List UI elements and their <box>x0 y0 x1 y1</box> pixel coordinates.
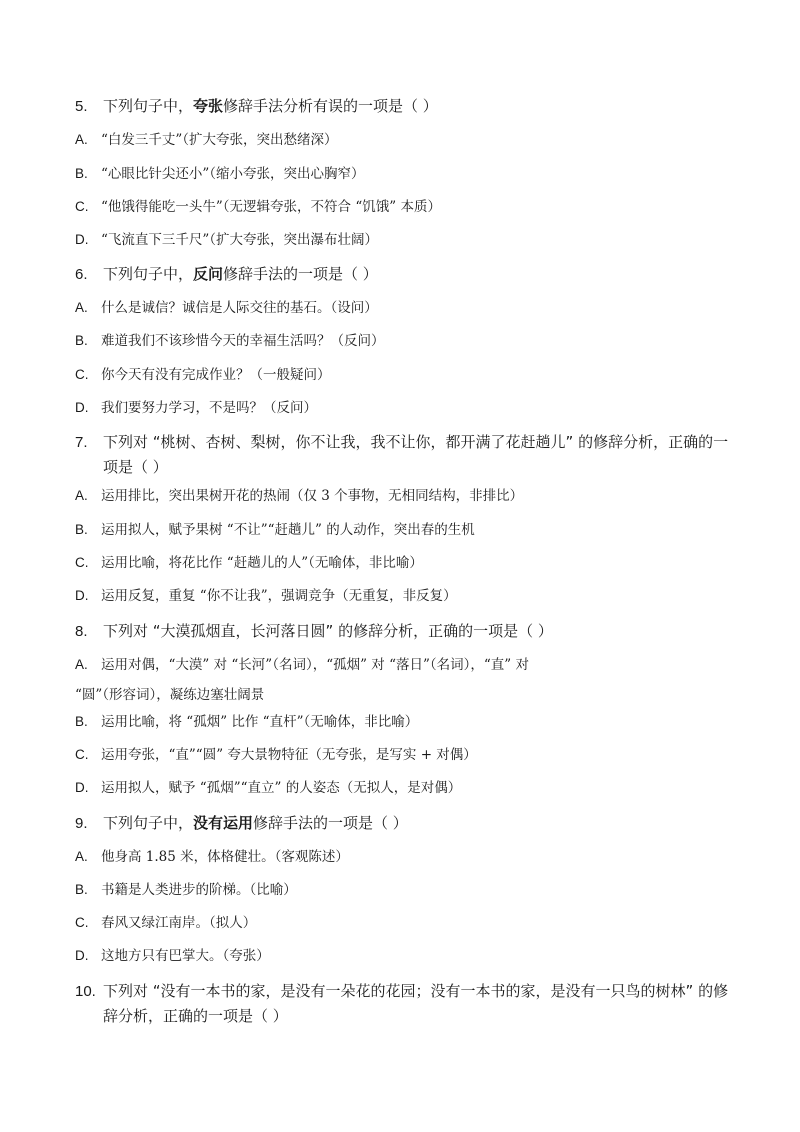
option-text: “白发三千丈”（扩大夸张，突出愁绪深） <box>101 132 338 148</box>
option-text: “他饿得能吃一头牛”（无逻辑夸张，不符合 “饥饿” 本质） <box>101 199 441 215</box>
option-letter: A. <box>75 488 88 503</box>
stem-text: 下列对 “桃树、杏树、梨树，你不让我，我不让你，都开满了花赶趟儿” 的修辞分析，正确的一 <box>103 433 729 451</box>
question-7-option-b <box>75 520 715 540</box>
option-text: 你今天有没有完成作业？（一般疑问） <box>101 367 331 383</box>
question-number: 5. <box>75 98 88 115</box>
question-9-option-d <box>75 946 715 966</box>
option-letter: A. <box>75 132 88 147</box>
stem-text: 下列句子中， <box>103 814 194 832</box>
question-5-option-c <box>75 197 715 217</box>
option-text: 运用对偶，“大漠” 对 “长河”（名词），“孤烟” 对 “落日”（名词），“直” 对 <box>101 657 529 673</box>
question-6-option-a <box>75 298 715 318</box>
option-text: 运用比喻，将 “孤烟” 比作 “直杆”（无喻体，非比喻） <box>101 714 419 730</box>
option-text: 我们要努力学习，不是吗？（反问） <box>101 400 317 416</box>
option-letter: B. <box>75 166 88 181</box>
option-letter: C. <box>75 747 89 762</box>
question-5-option-b <box>75 164 715 184</box>
question-6-option-c <box>75 365 715 385</box>
question-number: 7. <box>75 434 88 451</box>
stem-text: 下列对 “没有一本书的家，是没有一朵花的花园；没有一本书的家，是没有一只鸟的树林” 的修 <box>103 982 729 1000</box>
question-9-option-b <box>75 880 715 900</box>
option-letter: A. <box>75 657 88 672</box>
option-letter: A. <box>75 849 88 864</box>
question-8-option-b <box>75 712 715 732</box>
option-text: 难道我们不该珍惜今天的幸福生活吗？（反问） <box>101 333 385 349</box>
stem-text: 修辞手法的一项是（ ） <box>223 265 378 283</box>
stem-keyword: 夸张 <box>193 97 224 115</box>
option-text: 运用反复，重复 “你不让我”，强调竞争（无重复，非反复） <box>101 588 457 604</box>
question-7-stem <box>75 430 735 479</box>
question-6-option-b <box>75 331 715 351</box>
option-text: 什么是诚信？诚信是人际交往的基石。（设问） <box>101 300 378 316</box>
option-letter: C. <box>75 555 89 570</box>
option-letter: D. <box>75 948 89 963</box>
question-8-option-d <box>75 778 715 798</box>
question-9-option-c <box>75 913 715 933</box>
question-5-option-d <box>75 230 715 250</box>
question-7-option-d <box>75 586 715 606</box>
option-letter: D. <box>75 232 89 247</box>
question-8-option-a <box>75 655 715 705</box>
option-letter: C. <box>75 367 89 382</box>
option-text: 这地方只有巴掌大。（夸张） <box>101 948 270 964</box>
stem-text: 下列句子中， <box>103 97 194 115</box>
option-text: 春风又绿江南岸。（拟人） <box>101 915 257 931</box>
option-text: 运用比喻，将花比作 “赶趟儿的人”（无喻体，非比喻） <box>101 555 423 571</box>
option-text: 运用拟人，赋予 “孤烟”“直立” 的人姿态（无拟人，是对偶） <box>101 780 462 796</box>
question-8-option-c <box>75 745 715 765</box>
stem-text: 下列句子中， <box>103 265 194 283</box>
option-text: “飞流直下三千尺”（扩大夸张，突出瀑布壮阔） <box>101 232 379 248</box>
question-number: 8. <box>75 623 88 640</box>
question-9-stem <box>75 811 735 836</box>
question-7-option-a <box>75 486 715 506</box>
question-8-stem <box>75 619 735 644</box>
stem-text-continued: 项是（ ） <box>103 458 168 476</box>
question-9-option-a <box>75 847 715 867</box>
stem-keyword: 反问 <box>193 265 224 283</box>
stem-text-continued: 辞分析，正确的一项是（ ） <box>103 1007 288 1025</box>
option-letter: B. <box>75 882 88 897</box>
option-letter: B. <box>75 714 88 729</box>
option-letter: D. <box>75 780 89 795</box>
option-text: “心眼比针尖还小”（缩小夸张，突出心胸窄） <box>101 166 365 182</box>
stem-text: 修辞手法的一项是（ ） <box>253 814 408 832</box>
question-7-option-c <box>75 553 715 573</box>
question-number: 9. <box>75 815 88 832</box>
option-text: 他身高 1.85 米，体格健壮。（客观陈述） <box>101 849 349 865</box>
question-5-option-a <box>75 130 715 150</box>
stem-keyword: 没有运用 <box>193 814 254 832</box>
option-text: 运用夸张，“直”“圆” 夸大景物特征（无夸张，是写实 + 对偶） <box>101 747 477 763</box>
question-number: 10. <box>75 983 96 1000</box>
stem-text: 下列对 “大漠孤烟直，长河落日圆” 的修辞分析，正确的一项是（ ） <box>103 622 553 640</box>
option-letter: C. <box>75 915 89 930</box>
option-letter: A. <box>75 300 88 315</box>
question-6-stem <box>75 262 735 287</box>
option-text: 书籍是人类进步的阶梯。（比喻） <box>101 882 297 898</box>
option-letter: B. <box>75 333 88 348</box>
stem-text: 修辞手法分析有误的一项是（ ） <box>223 97 438 115</box>
option-text: 运用拟人，赋予果树 “不让”“赶趟儿” 的人动作，突出春的生机 <box>101 522 475 538</box>
option-letter: C. <box>75 199 89 214</box>
question-number: 6. <box>75 266 88 283</box>
option-letter: D. <box>75 400 89 415</box>
option-text-continued: “圆”（形容词），凝练边塞壮阔景 <box>75 687 265 703</box>
question-6-option-d <box>75 398 715 418</box>
option-letter: D. <box>75 588 89 603</box>
question-5-stem <box>75 94 735 119</box>
option-text: 运用排比，突出果树开花的热闹（仅 3 个事物，无相同结构，非排比） <box>101 488 524 504</box>
option-letter: B. <box>75 522 88 537</box>
question-10-stem <box>75 979 735 1028</box>
